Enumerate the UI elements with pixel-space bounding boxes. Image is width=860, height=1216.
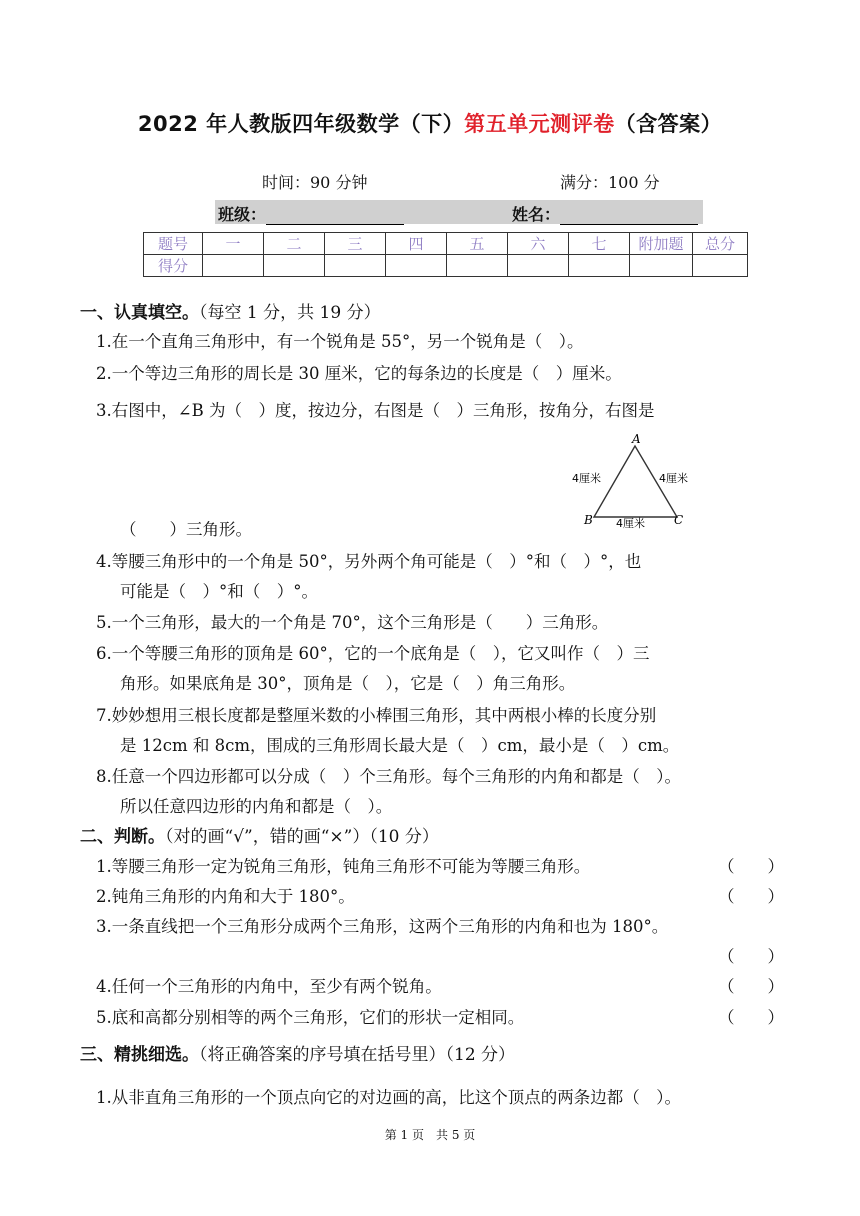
- fill-question-3-cont: （ ）三角形。: [120, 520, 252, 539]
- score-cell[interactable]: [264, 255, 325, 277]
- score-cell[interactable]: [508, 255, 569, 277]
- score-cell[interactable]: [569, 255, 630, 277]
- score-row-label: 得分: [144, 255, 203, 277]
- fill-question-7-cont: 是 12cm 和 8cm，围成的三角形周长最大是（ ）cm，最小是（ ）cm。: [120, 736, 680, 755]
- side-ac-label: 4厘米: [659, 472, 688, 485]
- exam-time: 时间：90 分钟: [262, 173, 368, 192]
- judge-answer-1[interactable]: （ ）: [718, 857, 784, 876]
- fill-question-8: 8.任意一个四边形都可以分成（ ）个三角形。每个三角形的内角和都是（ ）。: [96, 767, 681, 786]
- side-ab-label: 4厘米: [572, 472, 601, 485]
- judge-answer-5[interactable]: （ ）: [718, 1008, 784, 1027]
- class-blank[interactable]: [266, 206, 404, 225]
- section-1-title: 一、认真填空。: [80, 303, 199, 323]
- fill-question-1: 1.在一个直角三角形中，有一个锐角是 55°，另一个锐角是（ ）。: [96, 332, 584, 351]
- score-header-cell: 五: [447, 233, 508, 255]
- score-table-score-row: [144, 255, 748, 277]
- page-total: 共 5 页: [436, 1128, 476, 1142]
- score-table: [143, 232, 748, 277]
- section-1-note: （每空 1 分，共 19 分）: [199, 303, 381, 323]
- score-cell[interactable]: [386, 255, 447, 277]
- class-field[interactable]: [218, 202, 404, 225]
- vertex-a-label: A: [632, 432, 641, 446]
- score-header-cell: 七: [569, 233, 630, 255]
- triangle-figure: [560, 428, 710, 538]
- score-cell[interactable]: [447, 255, 508, 277]
- score-cell[interactable]: [630, 255, 693, 277]
- fill-question-2: 2.一个等边三角形的周长是 30 厘米，它的每条边的长度是（ ）厘米。: [96, 364, 622, 383]
- judge-question-1: 1.等腰三角形一定为锐角三角形，钝角三角形不可能为等腰三角形。: [96, 857, 591, 876]
- score-header-cell: 二: [264, 233, 325, 255]
- vertex-c-label: C: [674, 513, 684, 527]
- score-header-cell: 总分: [693, 233, 748, 255]
- exam-full-score: 满分：100 分: [560, 173, 660, 192]
- section-2-note: （对的画“√”，错的画“×”）（10 分）: [165, 827, 439, 847]
- section-2-title: 二、判断。: [80, 827, 165, 847]
- title-part3: （含答案）: [614, 112, 723, 136]
- score-cell[interactable]: [693, 255, 748, 277]
- judge-question-4: 4.任何一个三角形的内角中，至少有两个锐角。: [96, 977, 442, 996]
- document-title: [0, 108, 860, 138]
- score-cell[interactable]: [325, 255, 386, 277]
- fill-question-7: 7.妙妙想用三根长度都是整厘米数的小棒围三角形，其中两根小棒的长度分别: [96, 706, 657, 725]
- section-3-title: 三、精挑细选。: [80, 1045, 199, 1065]
- score-header-cell: 一: [203, 233, 264, 255]
- fill-question-5: 5.一个三角形，最大的一个角是 70°，这个三角形是（ ）三角形。: [96, 613, 609, 632]
- title-part1: 2022 年人教版四年级数学（下）: [137, 112, 465, 136]
- fill-question-4: 4.等腰三角形中的一个角是 50°，另外两个角可能是（ ）°和（ ）°，也: [96, 552, 642, 571]
- score-header-cell: 题号: [144, 233, 203, 255]
- score-table-header-row: [144, 233, 748, 255]
- score-cell[interactable]: [203, 255, 264, 277]
- fill-question-3: 3.右图中，∠B 为（ ）度，按边分，右图是（ ）三角形，按角分，右图是: [96, 401, 655, 420]
- judge-answer-4[interactable]: （ ）: [718, 977, 784, 996]
- judge-question-2: 2.钝角三角形的内角和大于 180°。: [96, 887, 355, 906]
- name-label: 姓名：: [512, 205, 561, 224]
- judge-question-3: 3.一条直线把一个三角形分成两个三角形，这两个三角形的内角和也为 180°。: [96, 917, 669, 936]
- score-header-cell: 四: [386, 233, 447, 255]
- section-3-heading: [80, 1040, 515, 1065]
- score-header-cell: 三: [325, 233, 386, 255]
- score-header-cell: 六: [508, 233, 569, 255]
- page-footer: [0, 1126, 860, 1143]
- fill-question-8-cont: 所以任意四边形的内角和都是（ ）。: [120, 797, 393, 816]
- score-header-cell: 附加题: [630, 233, 693, 255]
- section-2-heading: [80, 822, 439, 847]
- side-bc-label: 4厘米: [616, 517, 645, 530]
- judge-answer-2[interactable]: （ ）: [718, 887, 784, 906]
- section-1-heading: [80, 298, 381, 323]
- judge-question-5: 5.底和高都分别相等的两个三角形，它们的形状一定相同。: [96, 1008, 525, 1027]
- choice-question-1: 1.从非直角三角形的一个顶点向它的对边画的高，比这个顶点的两条边都（ ）。: [96, 1088, 681, 1107]
- section-3-note: （将正确答案的序号填在括号里）（12 分）: [199, 1045, 516, 1065]
- fill-question-6: 6.一个等腰三角形的顶角是 60°，它的一个底角是（ ），它又叫作（ ）三: [96, 644, 650, 663]
- name-blank[interactable]: [560, 206, 698, 225]
- fill-question-6-cont: 角形。如果底角是 30°，顶角是（ ），它是（ ）角三角形。: [120, 674, 576, 693]
- judge-answer-3[interactable]: （ ）: [718, 947, 784, 966]
- name-field[interactable]: [512, 202, 698, 225]
- title-part2: 第五单元测评卷: [464, 112, 615, 136]
- vertex-b-label: B: [584, 513, 593, 527]
- page-number: 第 1 页: [384, 1128, 424, 1142]
- class-label: 班级：: [218, 205, 267, 224]
- fill-question-4-cont: 可能是（ ）°和（ ）°。: [120, 582, 318, 601]
